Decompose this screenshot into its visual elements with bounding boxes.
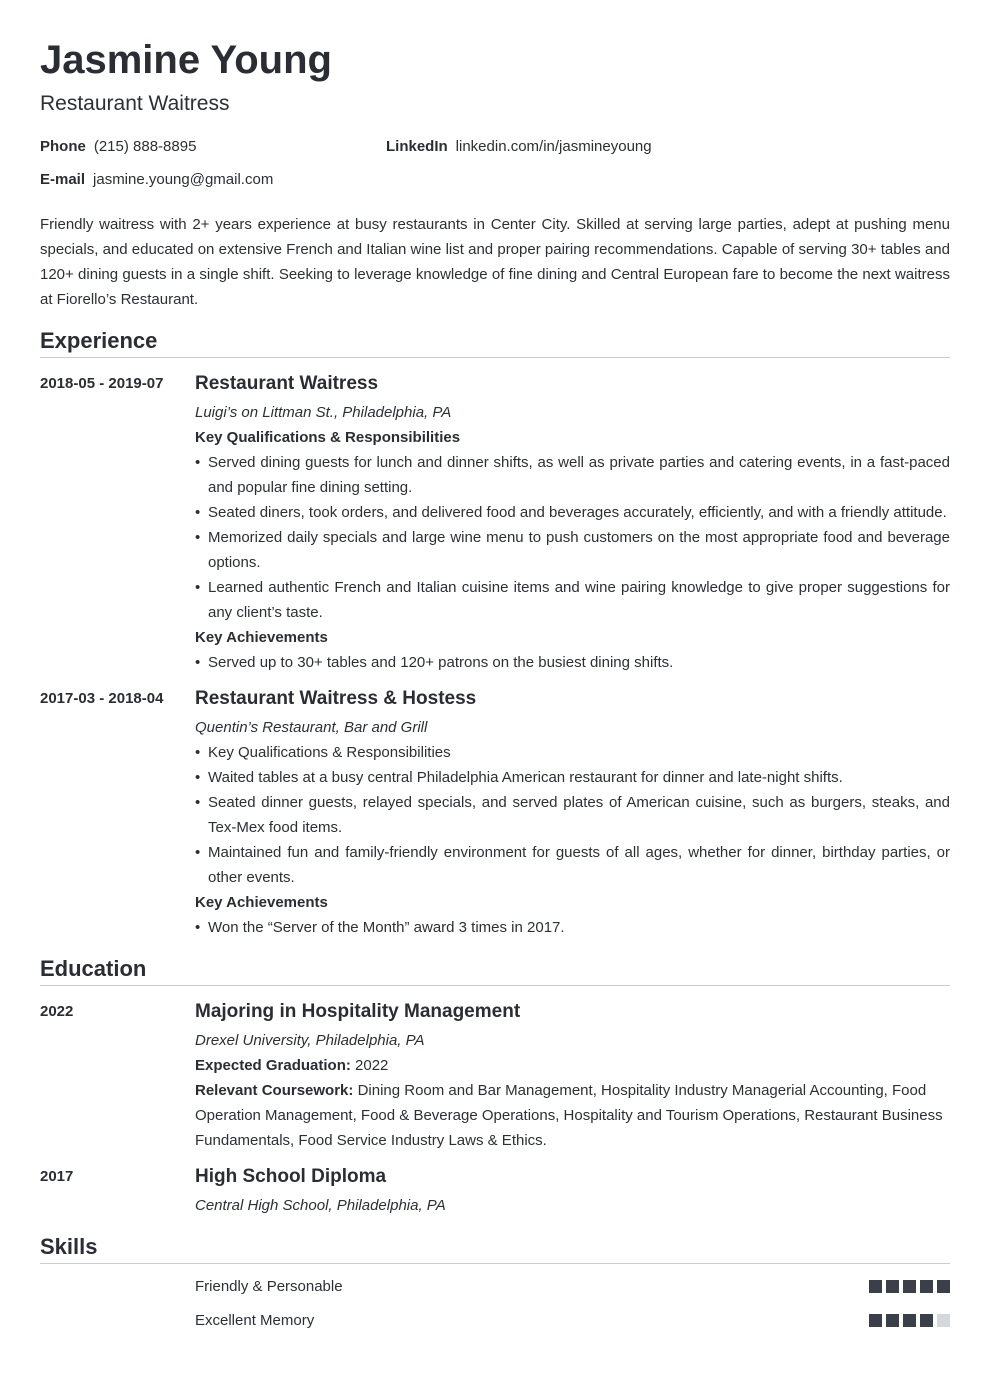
list-item: • Memorized daily specials and large wine menu to push customers on the most appropriate food and beverage options. xyxy=(195,525,950,575)
list-item: • Seated dinner guests, relayed specials, and served plates of American cuisine, such as burgers, steaks, and Tex-Mex food items. xyxy=(195,790,950,840)
contact-phone xyxy=(40,138,196,156)
job-2-dates: 2017-03 - 2018-04 xyxy=(40,690,164,707)
job-1-dates: 2018-05 - 2019-07 xyxy=(40,375,164,392)
edu-1 xyxy=(195,999,950,1153)
list-item: • Served dining guests for lunch and dinner shifts, as well as private parties and catering events, in a fast-paced and popular fine dining setting. xyxy=(195,450,950,500)
job-1-bullets xyxy=(195,450,950,625)
graduation-label: Expected Graduation: xyxy=(195,1057,351,1074)
list-item: • Maintained fun and family-friendly environment for guests of all ages, whether for dinner, birthday parties, or other events. xyxy=(195,840,950,890)
coursework-value: Dining Room and Bar Management, Hospitality Industry Managerial Accounting, Food Operation Management, Food & Beverage Operations, Hospitality and Tourism Operations, Restaurant Business Fundamentals, Food Service Industry Laws & Ethics. xyxy=(195,1082,943,1149)
edu-2 xyxy=(195,1164,950,1218)
education-heading: Education xyxy=(40,956,147,981)
coursework-label: Relevant Coursework: xyxy=(195,1082,354,1099)
candidate-title: Restaurant Waitress xyxy=(40,92,230,115)
job-1-qual-heading: Key Qualifications & Responsibilities xyxy=(195,429,461,446)
rating-square-filled xyxy=(937,1280,950,1293)
job-1 xyxy=(195,371,950,675)
rating-square-filled xyxy=(869,1314,882,1327)
rating-square-empty xyxy=(937,1314,950,1327)
contact-email xyxy=(40,171,273,189)
job-2-ach-heading: Key Achievements xyxy=(195,894,328,911)
edu-1-graduation xyxy=(195,1053,950,1078)
rating-square-filled xyxy=(903,1314,916,1327)
skill-row xyxy=(195,1277,950,1297)
job-2-company: Quentin’s Restaurant, Bar and Grill xyxy=(195,719,428,736)
rating-square-filled xyxy=(886,1280,899,1293)
edu-2-degree: High School Diploma xyxy=(195,1166,387,1187)
skill-row xyxy=(195,1311,950,1331)
linkedin-value[interactable]: linkedin.com/in/jasmineyoung xyxy=(455,138,652,155)
job-1-achievements xyxy=(195,650,950,675)
graduation-value: 2022 xyxy=(355,1057,389,1074)
email-label: E-mail xyxy=(40,171,86,188)
edu-1-year: 2022 xyxy=(40,1003,74,1020)
list-item: • Served up to 30+ tables and 120+ patrons on the busiest dining shifts. xyxy=(195,650,950,675)
email-value[interactable]: jasmine.young@gmail.com xyxy=(93,171,274,188)
rating-square-filled xyxy=(903,1280,916,1293)
education-divider xyxy=(40,985,950,986)
rating-square-filled xyxy=(920,1280,933,1293)
list-item: • Learned authentic French and Italian cuisine items and wine pairing knowledge to give proper suggestions for any client’s taste. xyxy=(195,575,950,625)
rating-square-filled xyxy=(920,1314,933,1327)
list-item: • Won the “Server of the Month” award 3 times in 2017. xyxy=(195,915,950,940)
skill-rating xyxy=(869,1280,950,1293)
linkedin-label: LinkedIn xyxy=(386,138,448,155)
skills-divider xyxy=(40,1263,950,1264)
contact-linkedin xyxy=(386,138,652,156)
job-2-bullets xyxy=(195,740,950,890)
edu-2-school: Central High School, Philadelphia, PA xyxy=(195,1197,446,1214)
edu-1-school: Drexel University, Philadelphia, PA xyxy=(195,1032,425,1049)
experience-divider xyxy=(40,357,950,358)
experience-heading: Experience xyxy=(40,328,158,353)
list-item: • Seated diners, took orders, and delivered food and beverages accurately, efficiently, and with a friendly attitude. xyxy=(195,500,950,525)
skill-name: Friendly & Personable xyxy=(195,1278,343,1295)
job-1-company: Luigi’s on Littman St., Philadelphia, PA xyxy=(195,404,452,421)
job-1-ach-heading: Key Achievements xyxy=(195,629,328,646)
skills-heading: Skills xyxy=(40,1234,98,1259)
job-2 xyxy=(195,686,950,940)
job-2-achievements xyxy=(195,915,950,940)
list-item: • Key Qualifications & Responsibilities xyxy=(195,740,950,765)
rating-square-filled xyxy=(869,1280,882,1293)
job-1-title: Restaurant Waitress xyxy=(195,373,379,394)
phone-value: (215) 888-8895 xyxy=(93,138,197,155)
summary-paragraph: Friendly waitress with 2+ years experience at busy restaurants in Center City. Skilled at serving large parties, adept at pushing menu specials, and educated on extensive French and Italian wine list and proper pairing recommendations. Capable of serving 30+ tables and 120+ dining guests in a single shift. Seeking to leverage knowledge of fine dining and Central European fare to become the next waitress at Fiorello’s Restaurant. xyxy=(40,216,950,308)
skill-name: Excellent Memory xyxy=(195,1312,315,1329)
edu-1-coursework xyxy=(195,1078,950,1153)
candidate-name: Jasmine Young xyxy=(40,38,332,82)
list-item: • Waited tables at a busy central Philadelphia American restaurant for dinner and late-night shifts. xyxy=(195,765,950,790)
skill-rating xyxy=(869,1314,950,1327)
rating-square-filled xyxy=(886,1314,899,1327)
edu-1-degree: Majoring in Hospitality Management xyxy=(195,1001,521,1022)
phone-label: Phone xyxy=(40,138,86,155)
edu-2-year: 2017 xyxy=(40,1168,74,1185)
job-2-title: Restaurant Waitress & Hostess xyxy=(195,688,477,709)
